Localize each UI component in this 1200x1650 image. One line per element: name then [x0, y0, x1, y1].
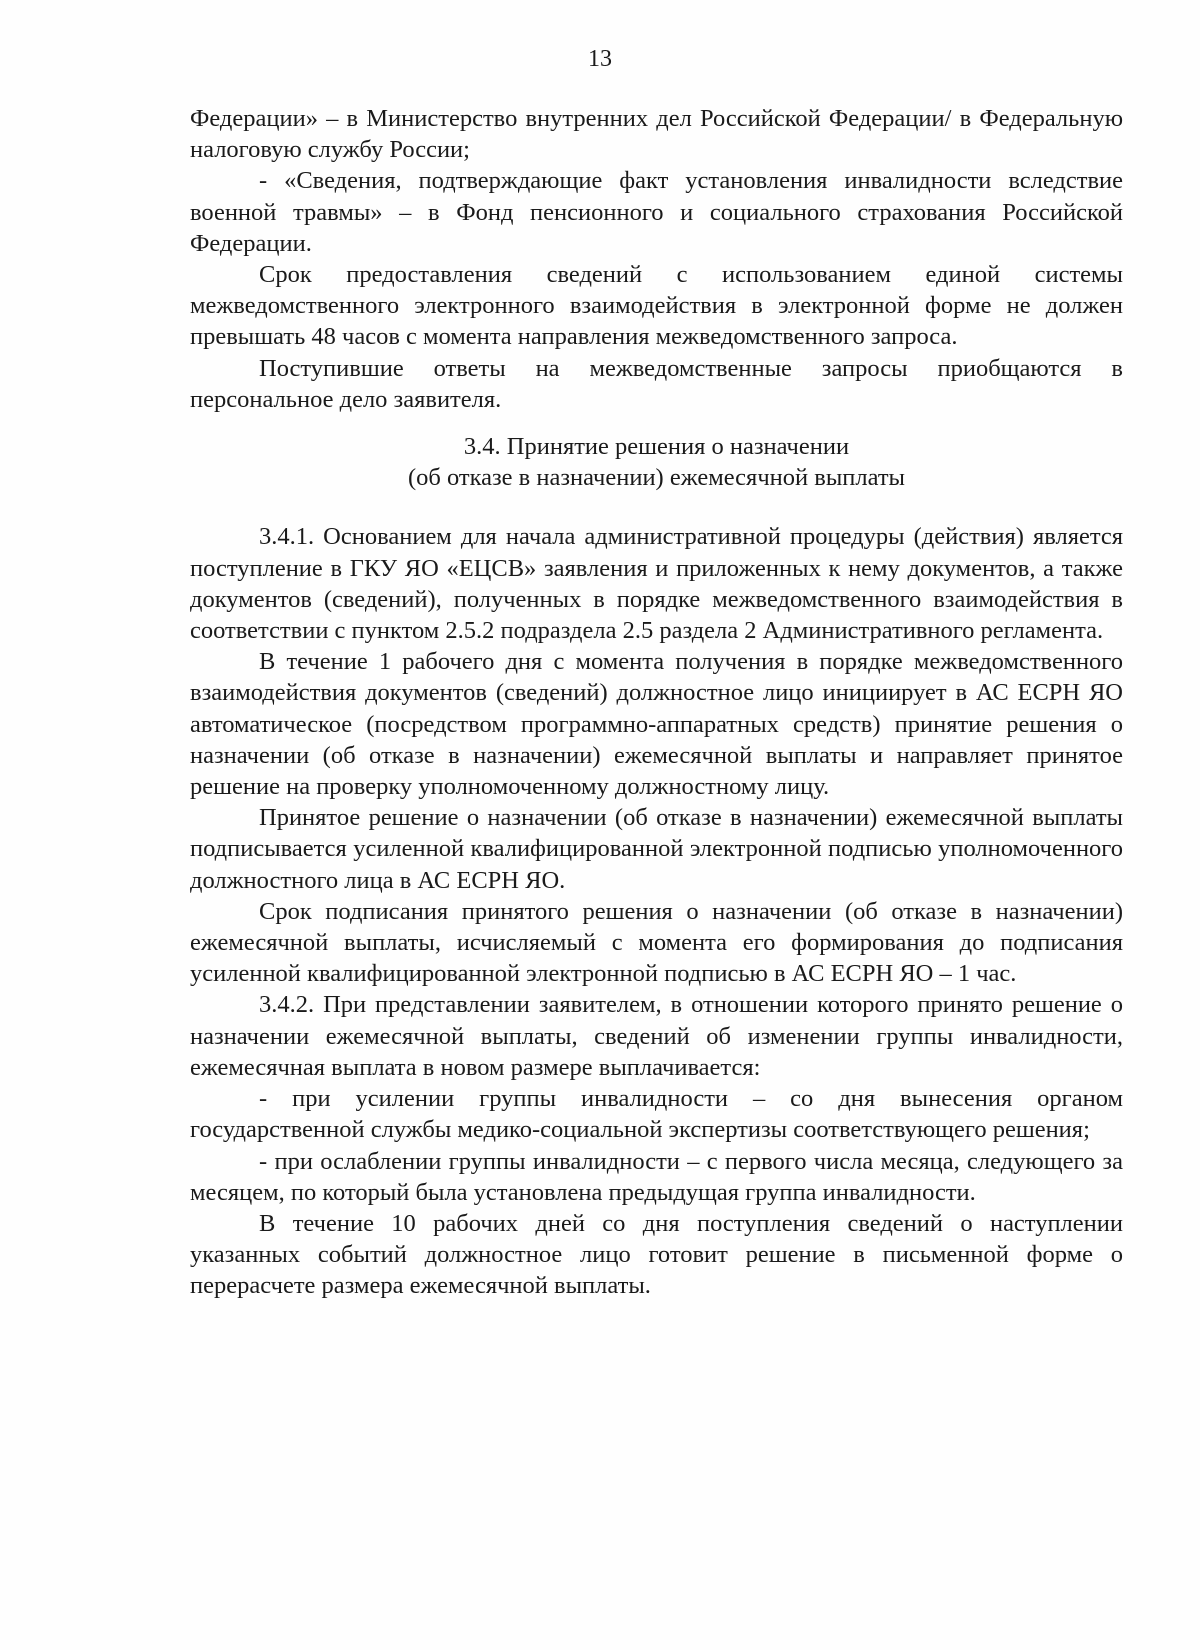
document-body: [190, 103, 1123, 1302]
list-item: - при ослаблении группы инвалидности – с первого числа месяца, следующего за месяцем, по который была установлена предыдущая группа инвалидности.: [190, 1147, 1123, 1206]
paragraph: В течение 1 рабочего дня с момента получения в порядке межведомственного взаимодействия документов (сведений) должностное лицо инициирует в АС ЕСРН ЯО автоматическое (посредством программно-аппаратных средств) принятие решения о назначении (об отказе в назначении) ежемесячной выплаты и направляет принятое решение на проверку уполномоченному должностному лицу.: [190, 648, 1123, 801]
paragraph: В течение 10 рабочих дней со дня поступления сведений о наступлении указанных событий должностное лицо готовит решение в письменной форме о перерасчете размера ежемесячной выплаты.: [190, 1209, 1123, 1300]
section-heading: [190, 431, 1123, 493]
paragraph: Поступившие ответы на межведомственные запросы приобщаются в персональное дело заявителя.: [190, 354, 1123, 413]
section-heading-line-1: 3.4. Принятие решения о назначении: [463, 433, 850, 461]
page-number: 13: [588, 46, 612, 72]
list-item: - при усилении группы инвалидности – со дня вынесения органом государственной службы медико-социальной экспертизы соответствующего решения;: [190, 1085, 1123, 1144]
paragraph: Принятое решение о назначении (об отказе в назначении) ежемесячной выплаты подписывается усиленной квалифицированной электронной подписью уполномоченного должностного лица в АС ЕСРН ЯО.: [190, 804, 1123, 894]
paragraph: Срок подписания принятого решения о назначении (об отказе в назначении) ежемесячной выплаты, исчисляемый с момента его формирования до подписания усиленной квалифицированной электронной подписью в АС ЕСРН ЯО – 1 час.: [190, 897, 1123, 988]
section-heading-line-2: (об отказе в назначении) ежемесячной выплаты: [407, 464, 906, 492]
paragraph: Федерации» – в Министерство внутренних дел Российской Федерации/ в Федеральную налоговую службу России;: [190, 105, 1123, 164]
paragraph: 3.4.2. При представлении заявителем, в отношении которого принято решение о назначении ежемесячной выплаты, сведений об изменении группы инвалидности, ежемесячная выплата в новом размере выплачивается:: [190, 991, 1123, 1081]
paragraph: Срок предоставления сведений с использованием единой системы межведомственного электронного взаимодействия в электронной форме не должен превышать 48 часов с момента направления межведомственного запроса.: [190, 261, 1123, 351]
paragraph: 3.4.1. Основанием для начала административной процедуры (действия) является поступление в ГКУ ЯО «ЕЦСВ» заявления и приложенных к нему документов, а также документов (сведений), полученных в порядке межведомственного взаимодействия в соответствии с пунктом 2.5.2 подраздела 2.5 раздела 2 Административного регламента.: [190, 523, 1123, 645]
paragraph: - «Сведения, подтверждающие факт установления инвалидности вследствие военной травмы» – в Фонд пенсионного и социального страхования Российской Федерации.: [190, 167, 1123, 257]
